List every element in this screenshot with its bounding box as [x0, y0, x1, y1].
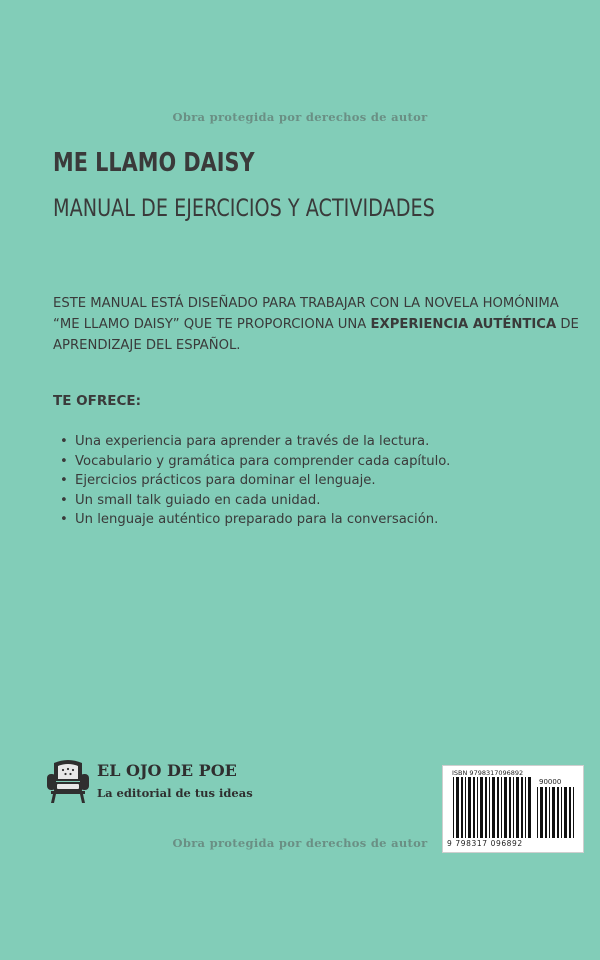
list-item-text: Ejercicios prácticos para dominar el lenguaje. — [75, 473, 376, 488]
isbn-label: ISBN 9798317096892 — [452, 769, 524, 777]
bullet-icon: • — [60, 473, 68, 488]
publisher-tagline: La editorial de tus ideas — [97, 786, 253, 800]
list-item-text: Un lenguaje auténtico preparado para la conversación. — [75, 512, 439, 527]
offers-heading: TE OFRECE: — [53, 393, 141, 409]
bullet-icon: • — [60, 434, 68, 449]
intro-highlight: EXPERIENCIA AUTÉNTICA — [370, 317, 557, 332]
intro-line-2 — [53, 314, 579, 335]
bullet-icon: • — [60, 453, 68, 469]
book-subtitle: MANUAL DE EJERCICIOS Y ACTIVIDADES — [53, 194, 435, 222]
list-item — [60, 432, 450, 452]
list-item — [60, 491, 450, 511]
bullet-icon: • — [60, 512, 68, 527]
offers-list — [60, 432, 450, 530]
armchair-icon — [45, 757, 91, 809]
book-title: ME LLAMO DAISY — [53, 148, 255, 178]
bullet-icon: • — [60, 492, 68, 508]
intro-line-3: APRENDIZAJE DEL ESPAÑOL. — [53, 338, 241, 353]
intro-paragraph — [53, 293, 579, 356]
isbn-digits: 9 798317 096892 — [447, 839, 523, 848]
intro-line-1: ESTE MANUAL ESTÁ DISEÑADO PARA TRABAJAR CON LA NOVELA HOMÓNIMA — [53, 296, 559, 311]
list-item-text: Una experiencia para aprender a través de la lectura. — [75, 434, 430, 449]
price-code: 90000 — [539, 778, 562, 786]
list-item-text: Vocabulario y gramática para comprender cada capítulo. — [75, 453, 451, 469]
publisher-name: EL OJO DE POE — [97, 761, 237, 780]
intro-line-2-start: “ME LLAMO DAISY” QUE TE PROPORCIONA UNA — [53, 317, 371, 332]
list-item-text: Un small talk guiado en cada unidad. — [75, 492, 321, 508]
intro-line-2-end: DE — [556, 317, 579, 332]
list-item — [60, 471, 450, 491]
list-item — [60, 510, 450, 530]
copyright-watermark-bottom: Obra protegida por derechos de autor — [172, 836, 428, 850]
list-item — [60, 452, 450, 472]
copyright-watermark-top: Obra protegida por derechos de autor — [172, 110, 428, 124]
